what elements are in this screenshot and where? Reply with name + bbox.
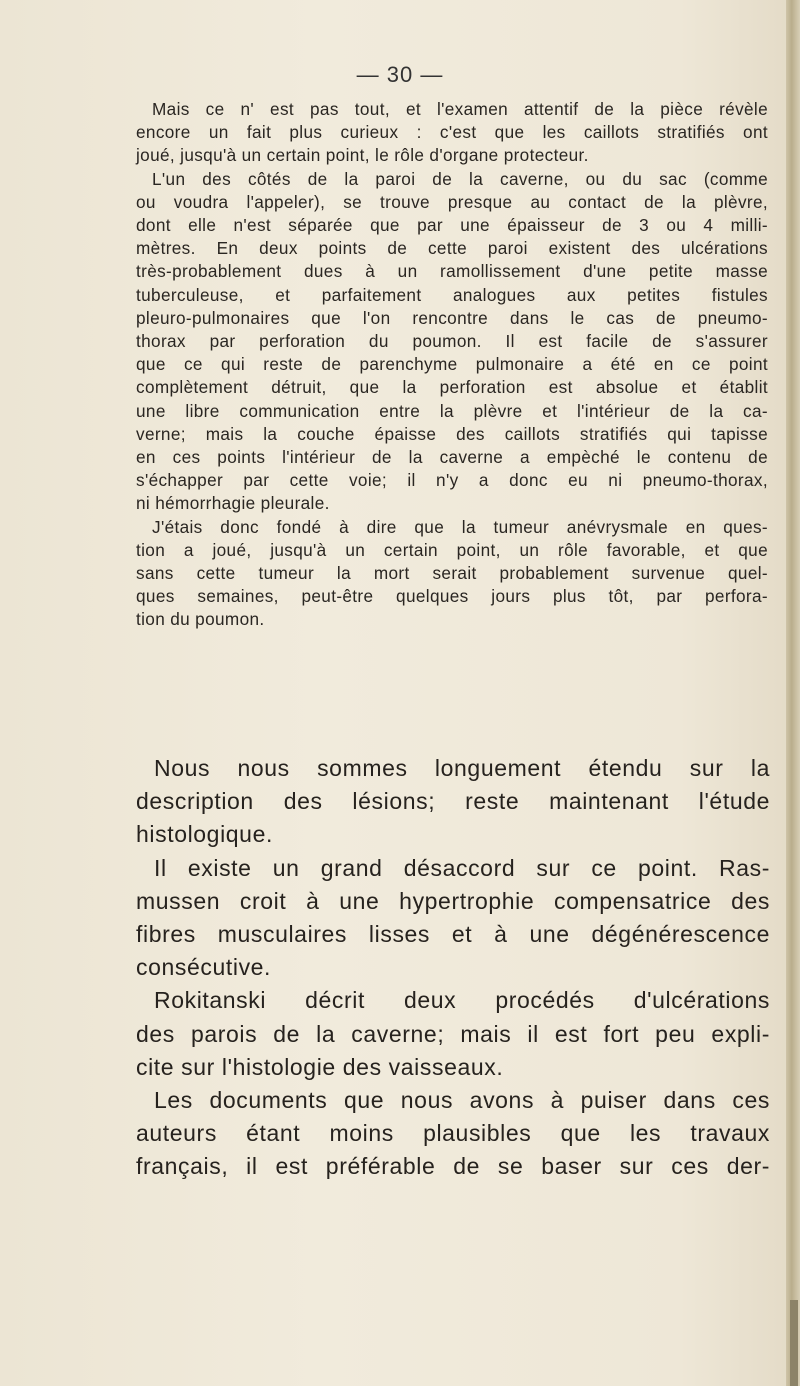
text-line: pleuro-pulmonaires que l'on rencontre dans le cas de pneumo- xyxy=(136,307,768,328)
text-line: thorax par perforation du poumon. Il est facile de s'assurer xyxy=(136,331,768,352)
text-line: en ces points l'intérieur de la caverne a empèché le contenu de xyxy=(136,447,768,468)
text-line: fibres musculaires lisses et à une dégénérescence xyxy=(136,921,770,948)
page-edge xyxy=(786,0,800,1386)
page-edge-shadow xyxy=(790,1300,798,1386)
paragraph xyxy=(136,98,768,168)
text-line: verne; mais la couche épaisse des caillots stratifiés qui tapisse xyxy=(136,423,768,444)
text-line: consécutive. xyxy=(136,954,272,981)
text-line: joué, jusqu'à un certain point, le rôle d'organe protecteur. xyxy=(136,145,589,166)
text-line: tion a joué, jusqu'à un certain point, un rôle favorable, et que xyxy=(136,539,768,560)
text-line: ques semaines, peut-être quelques jours plus tôt, par perfora- xyxy=(136,586,768,607)
text-line: très-probablement dues à un ramollissement d'une petite masse xyxy=(136,261,768,282)
text-line: J'étais donc fondé à dire que la tumeur anévrysmale en ques- xyxy=(152,516,768,537)
paragraph xyxy=(136,516,768,632)
text-line: français, il est préférable de se baser sur ces der- xyxy=(136,1153,770,1180)
text-line: s'échapper par cette voie; il n'y a donc eu ni pneumo-thorax, xyxy=(136,470,768,491)
text-line: des parois de la caverne; mais il est fort peu expli- xyxy=(136,1020,770,1047)
text-line: mussen croit à une hypertrophie compensatrice des xyxy=(136,887,770,914)
paragraph xyxy=(136,852,770,985)
text-line: que ce qui reste de parenchyme pulmonaire a été en ce point xyxy=(136,354,768,375)
text-line: Rokitanski décrit deux procédés d'ulcérations xyxy=(154,987,770,1014)
text-line: sans cette tumeur la mort serait probablement survenue quel- xyxy=(136,563,768,584)
text-line: auteurs étant moins plausibles que les travaux xyxy=(136,1120,770,1147)
body-text-large xyxy=(136,752,770,1184)
paragraph xyxy=(136,984,770,1084)
text-line: Nous nous sommes longuement étendu sur la xyxy=(154,755,770,781)
paragraph xyxy=(136,752,770,852)
text-line: Il existe un grand désaccord sur ce point. Ras- xyxy=(154,854,770,881)
text-line: tion du poumon. xyxy=(136,609,265,630)
text-line: description des lésions; reste maintenant l'étude xyxy=(136,788,770,815)
text-line: complètement détruit, que la perforation est absolue et établit xyxy=(136,377,768,398)
text-line: une libre communication entre la plèvre et l'intérieur de la ca- xyxy=(136,400,768,421)
text-line: dont elle n'est séparée que par une épaisseur de 3 ou 4 milli- xyxy=(136,215,768,236)
text-line: cite sur l'histologie des vaisseaux. xyxy=(136,1053,504,1080)
text-line: histologique. xyxy=(136,821,273,848)
text-line: ni hémorrhagie pleurale. xyxy=(136,493,330,514)
page-number: — 30 — xyxy=(356,62,444,87)
paragraph xyxy=(136,168,768,516)
text-line: Les documents que nous avons à puiser dans ces xyxy=(154,1087,770,1114)
text-line: tuberculeuse, et parfaitement analogues aux petites fistules xyxy=(136,284,768,305)
text-line: Mais ce n' est pas tout, et l'examen attentif de la pièce révèle xyxy=(152,99,768,119)
text-line: encore un fait plus curieux : c'est que les caillots stratifiés ont xyxy=(136,122,768,143)
body-text-small xyxy=(136,98,768,632)
text-line: mètres. En deux points de cette paroi existent des ulcérations xyxy=(136,238,768,259)
text-line: ou voudra l'appeler), se trouve presque au contact de la plèvre, xyxy=(136,191,768,212)
paragraph xyxy=(136,1084,770,1184)
text-line: L'un des côtés de la paroi de la caverne, ou du sac (comme xyxy=(152,168,768,189)
